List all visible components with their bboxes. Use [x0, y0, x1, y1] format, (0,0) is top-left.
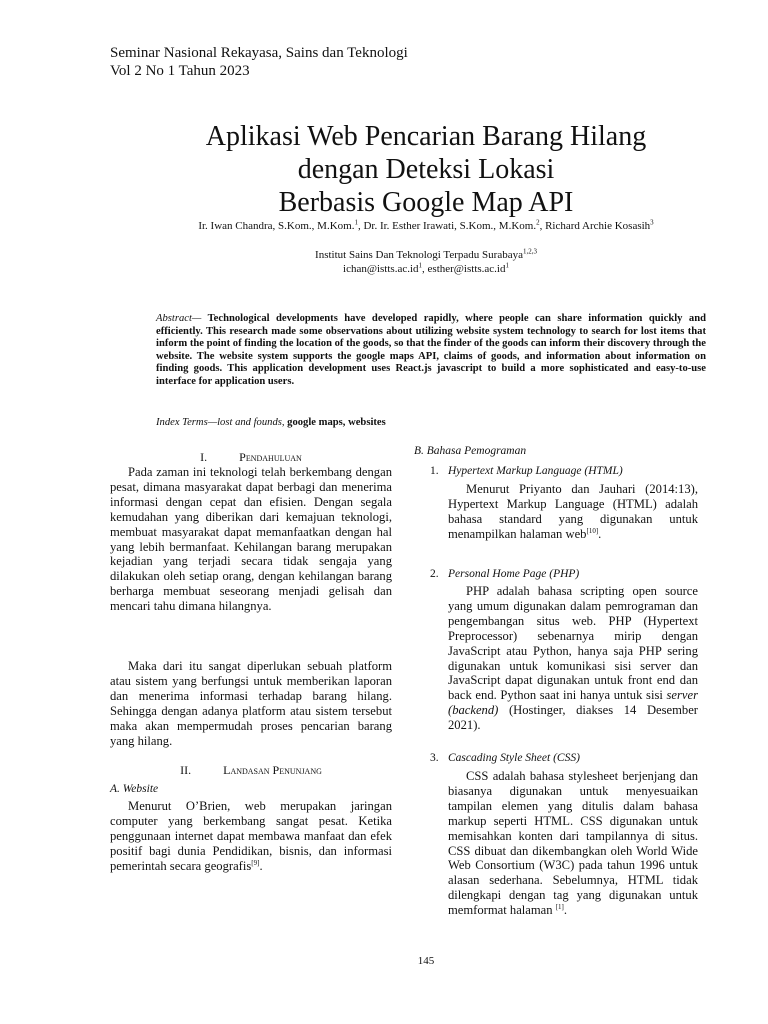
section-title: Pendahuluan	[239, 450, 302, 464]
email-1-affil: 1	[418, 261, 423, 270]
citation: [1]	[555, 902, 564, 911]
paper-title-line-1: Aplikasi Web Pencarian Barang Hilang	[205, 121, 647, 152]
index-terms-label: Index Terms—lost and founds,	[156, 417, 285, 428]
subsection-heading-website: A. Website	[110, 783, 159, 795]
email-1: ichan@istts.ac.id	[343, 263, 419, 275]
citation: [10]	[586, 526, 599, 535]
list-item-php-text: PHP adalah bahasa scripting open source yang umum digunakan dalam pemrograman dan pengembangan situs web. PHP (Hypertext Preprocessor) sebenarnya mirip dengan JavaScript atau Python, hanya saja PHP sering digunakan untuk komunikasi sisi server dan JavaScript dapat digunakan untuk front end dan back end. Python saat ini hanya untuk sisi server (backend) (Hostinger, diakses 14 Desember 2021).	[448, 584, 698, 733]
section-number: II.	[180, 763, 192, 777]
index-terms-text: google maps, websites	[284, 417, 386, 428]
list-item-php-heading: 2. Personal Home Page (PHP)	[430, 568, 580, 580]
paper-title-line-3: Berbasis Google Map API	[278, 187, 574, 218]
subsection-heading-bahasa: B. Bahasa Pemograman	[414, 445, 527, 457]
list-item-html-text: Menurut Priyanto dan Jauhari (2014:13), Hypertext Markup Language (HTML) adalah bahasa standard yang digunakan untuk menampilkan halaman web[10].	[448, 482, 698, 541]
author-1-affil: 1	[354, 218, 358, 227]
paper-title-line-2: dengan Deteksi Lokasi	[297, 154, 555, 185]
intro-paragraph-1: Pada zaman ini teknologi telah berkembang dengan pesat, dimana masyarakat dapat berbagi dan menerima informasi dengan cepat dan efisien. Dengan segala kemudahan yang diberikan dari kemajuan teknologi, membuat masyarakat dapat memanfaatkan dengan hal yang lebih bermanfaat. Kehilangan barang merupakan kejadian yang terjadi secara tidak sengaja yang dilakukan oleh setiap orang, dengan kehilangan barang berharga membuat seseorang menjadi gelisah dan mencari tahu dimana hilangnya.	[110, 465, 392, 614]
email-2: , esther@istts.ac.id	[422, 263, 506, 275]
author-3: , Richard Archie Kosasih	[539, 220, 651, 232]
institution-name: Institut Sains Dan Teknologi Terpadu Surabaya	[315, 249, 523, 261]
citation: [9]	[251, 858, 260, 867]
email-2-affil: 1	[505, 261, 509, 270]
intro-paragraph-2: Maka dari itu sangat diperlukan sebuah platform atau sistem yang berfungsi untuk memberikan laporan dan menerima informasi terhadap barang hilang. Sehingga dengan adanya platform atau sistem tersebut maka akan mempermudah proses pencarian barang yang hilang.	[110, 659, 392, 748]
author-3-affil: 3	[650, 218, 654, 227]
author-emails	[110, 262, 742, 276]
section-title: Landasan Penunjang	[223, 763, 322, 777]
author-2-affil: 2	[536, 218, 540, 227]
page-number: 145	[417, 955, 435, 967]
affiliation	[110, 248, 742, 262]
section-heading-1	[110, 450, 392, 464]
author-2: , Dr. Ir. Esther Irawati, S.Kom., M.Kom.	[357, 220, 537, 232]
index-terms	[156, 416, 706, 429]
institution-affil: 1,2,3	[522, 247, 537, 256]
website-paragraph: Menurut O’Brien, web merupakan jaringan computer yang berkembang sangat pesat. Ketika penggunaan internet dapat membawa manfaat dan efek positif bagi dunia Pendidikan, bisnis, dan informasi pemerintah secara geografis[9].	[110, 799, 392, 873]
section-heading-2	[110, 763, 392, 777]
abstract-label: Abstract—	[156, 313, 202, 324]
author-list	[110, 219, 742, 233]
abstract	[156, 313, 706, 389]
running-header-volume: Vol 2 No 1 Tahun 2023	[110, 63, 250, 79]
list-item-html-heading: 1. Hypertext Markup Language (HTML)	[430, 465, 623, 477]
running-header-conference: Seminar Nasional Rekayasa, Sains dan Teknologi	[110, 45, 408, 61]
abstract-text: Technological developments have developed rapidly, where people can share information quickly and efficiently. This research made some observations about utilizing website system technology to search for lost items that inform the point of finding the location of the goods, so that the finder of the goods can inform their discovery through the website. The website system supports the google maps API, claims of goods, and information about information on finding goods. This application development uses React.js javascript to build a more sophisticated and easy-to-use interface for application users.	[156, 313, 706, 387]
author-1: Ir. Iwan Chandra, S.Kom., M.Kom.	[198, 220, 355, 232]
list-item-css-heading: 3. Cascading Style Sheet (CSS)	[430, 752, 580, 764]
section-number: I.	[200, 450, 208, 464]
list-item-css-text: CSS adalah bahasa stylesheet berjenjang dan biasanya digunakan untuk menyesuaikan tampilan elemen yang ditulis dalam bahasa markup seperti HTML. CSS digunakan untuk memisahkan konten dari tampilannya di situs. CSS dibuat dan dikembangkan oleh World Wide Web Consortium (W3C) pada tahun 1996 untuk alasan sederhana. Sebelumnya, HTML tidak dilengkapi dengan tag yang digunakan untuk memformat halaman [1].	[448, 769, 698, 918]
